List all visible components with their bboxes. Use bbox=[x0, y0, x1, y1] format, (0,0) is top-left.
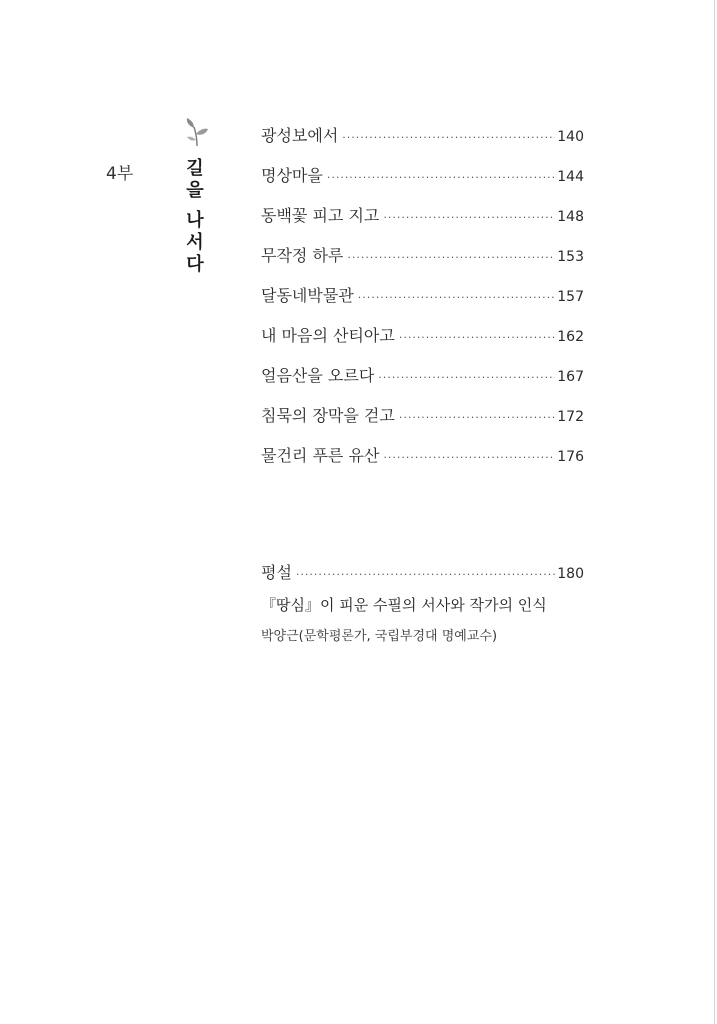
toc-entry[interactable] bbox=[261, 203, 584, 243]
toc-leader-dots bbox=[358, 291, 556, 304]
page-edge-line bbox=[714, 0, 715, 1024]
review-author: 박양근(문학평론가, 국립부경대 명예교수) bbox=[261, 629, 498, 644]
toc-leader-dots bbox=[347, 251, 555, 264]
review-subtitle: 『땅심』이 피운 수필의 서사와 작가의 인식 bbox=[261, 596, 547, 614]
part-title-char: 서 bbox=[186, 232, 204, 253]
toc-entry-title: 동백꽃 피고 지고 bbox=[261, 206, 380, 225]
review-entry[interactable] bbox=[261, 560, 584, 588]
toc-entry-title: 명상마을 bbox=[261, 166, 323, 185]
toc-entry-page: 162 bbox=[557, 329, 584, 345]
part-label: 4부 bbox=[106, 164, 134, 184]
part-title-char: 을 bbox=[186, 180, 204, 201]
toc-entry-title: 침묵의 장막을 걷고 bbox=[261, 406, 395, 425]
toc-entry[interactable] bbox=[261, 363, 584, 403]
review-page: 180 bbox=[557, 566, 584, 582]
toc-entry-page: 148 bbox=[557, 209, 584, 225]
toc-leader-dots bbox=[383, 211, 555, 224]
leaf-icon bbox=[181, 117, 211, 147]
toc-entry-title: 내 마음의 산티아고 bbox=[261, 326, 395, 345]
part-title-char: 나 bbox=[186, 210, 204, 231]
toc-entry-page: 172 bbox=[557, 409, 584, 425]
toc-leader-dots bbox=[383, 451, 555, 464]
toc-entry-title: 얼음산을 오르다 bbox=[261, 366, 375, 385]
toc-entry-title: 물건리 푸른 유산 bbox=[261, 446, 380, 465]
toc-entry[interactable] bbox=[261, 323, 584, 363]
toc-entry-page: 167 bbox=[557, 369, 584, 385]
toc-entry[interactable] bbox=[261, 443, 584, 483]
toc-entry[interactable] bbox=[261, 243, 584, 283]
toc-entry[interactable] bbox=[261, 403, 584, 443]
toc-entry[interactable] bbox=[261, 163, 584, 203]
toc-leader-dots bbox=[327, 171, 555, 184]
toc-leader-dots bbox=[399, 331, 555, 344]
part-title-char: 다 bbox=[186, 254, 204, 275]
toc-leader-dots bbox=[378, 371, 555, 384]
toc-entry-title: 달동네박물관 bbox=[261, 286, 354, 305]
toc-entry[interactable] bbox=[261, 283, 584, 323]
toc-leader-dots bbox=[296, 568, 555, 581]
toc-entry-page: 140 bbox=[557, 129, 584, 145]
toc-entry-page: 144 bbox=[557, 169, 584, 185]
toc-entry-page: 157 bbox=[557, 289, 584, 305]
toc-leader-dots bbox=[342, 131, 555, 144]
review-section bbox=[261, 560, 584, 644]
toc-entry[interactable] bbox=[261, 123, 584, 163]
part-title-vertical bbox=[184, 158, 206, 276]
toc-entry-page: 153 bbox=[557, 249, 584, 265]
toc-leader-dots bbox=[399, 411, 555, 424]
toc-entry-page: 176 bbox=[557, 449, 584, 465]
toc-entry-title: 광성보에서 bbox=[261, 126, 339, 145]
toc-entry-title: 무작정 하루 bbox=[261, 246, 344, 265]
part-title-char: 길 bbox=[186, 158, 204, 179]
review-title: 평설 bbox=[261, 563, 292, 582]
table-of-contents bbox=[261, 123, 584, 483]
